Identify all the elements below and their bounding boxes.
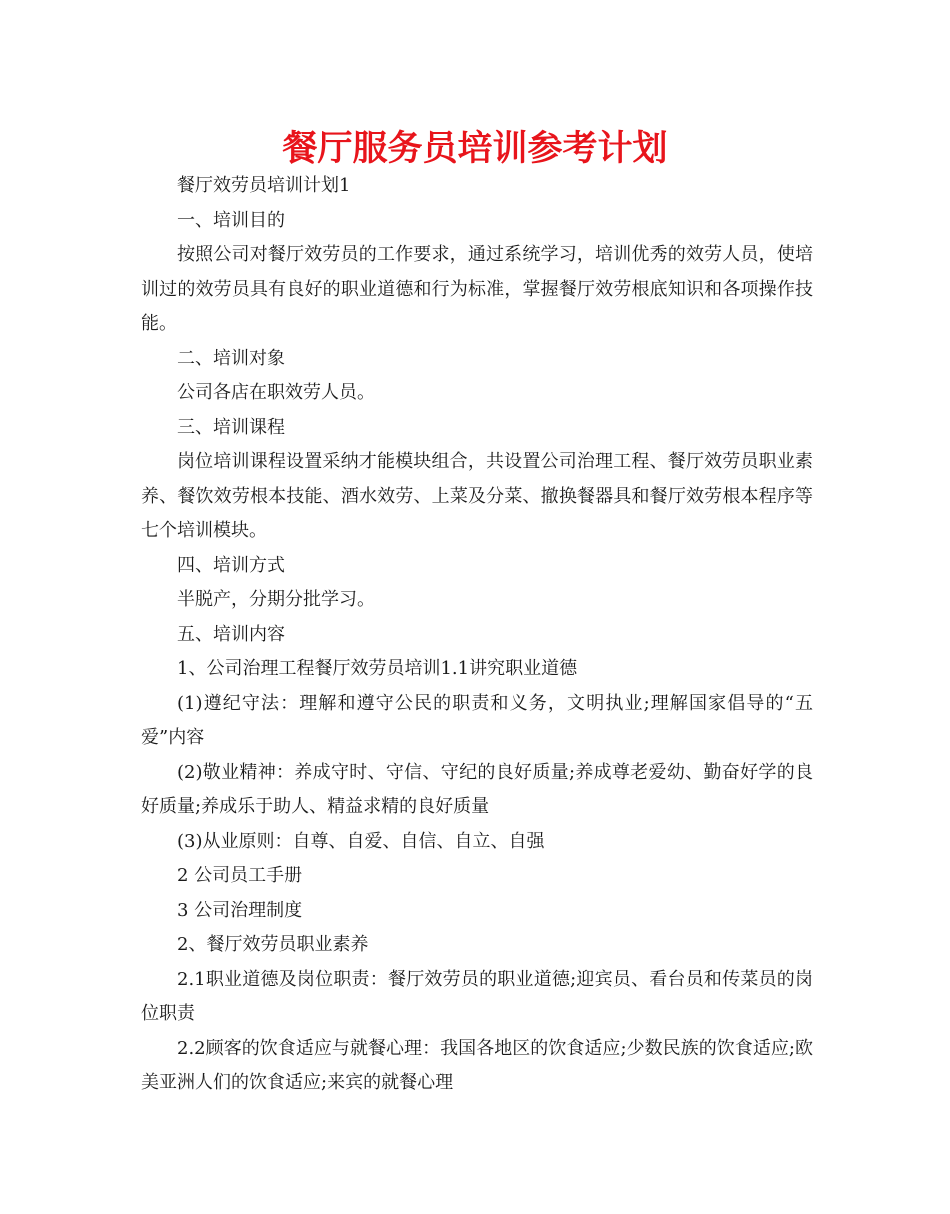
section-heading: 三、培训课程	[177, 416, 285, 438]
section-heading: 二、培训对象	[177, 347, 285, 369]
paragraph: 按照公司对餐厅效劳员的工作要求，通过系统学习，培训优秀的效劳人员，使培训过的效劳员具有良好的职业道德和行为标准，掌握餐厅效劳根底知识和各项操作技能。	[141, 244, 813, 334]
document-body	[141, 169, 813, 1101]
paragraph: 2 公司员工手册	[177, 865, 303, 886]
section-heading: 四、培训方式	[177, 554, 285, 576]
paragraph: 2、餐厅效劳员职业素养	[177, 934, 369, 955]
paragraph: 1、公司治理工程餐厅效劳员培训1.1讲究职业道德	[177, 658, 578, 679]
paragraph: 半脱产，分期分批学习。	[177, 589, 375, 610]
paragraph: (1)遵纪守法：理解和遵守公民的职责和义务，文明执业;理解国家倡导的“五爱”内容	[141, 692, 813, 748]
section-heading: 一、培训目的	[177, 209, 285, 231]
paragraph: 2.1职业道德及岗位职责：餐厅效劳员的职业道德;迎宾员、看台员和传菜员的岗位职责	[141, 968, 813, 1024]
document-title: 餐厅服务员培训参考计划	[282, 129, 668, 169]
section-heading: 五、培训内容	[177, 623, 285, 645]
paragraph: 3 公司治理制度	[177, 899, 303, 921]
paragraph-heading: 餐厅效劳员培训计划1	[177, 175, 351, 196]
paragraph: 2.2顾客的饮食适应与就餐心理：我国各地区的饮食适应;少数民族的饮食适应;欧美亚洲人们的饮食适应;来宾的就餐心理	[141, 1037, 813, 1093]
paragraph: 公司各店在职效劳人员。	[177, 382, 375, 403]
paragraph: 岗位培训课程设置采纳才能模块组合，共设置公司治理工程、餐厅效劳员职业素养、餐饮效劳根本技能、酒水效劳、上菜及分菜、撤换餐器具和餐厅效劳根本程序等七个培训模块。	[141, 451, 813, 541]
paragraph: (2)敬业精神：养成守时、守信、守纪的良好质量;养成尊老爱幼、勤奋好学的良好质量;养成乐于助人、精益求精的良好质量	[141, 761, 813, 817]
paragraph: (3)从业原则：自尊、自爱、自信、自立、自强	[177, 830, 545, 852]
